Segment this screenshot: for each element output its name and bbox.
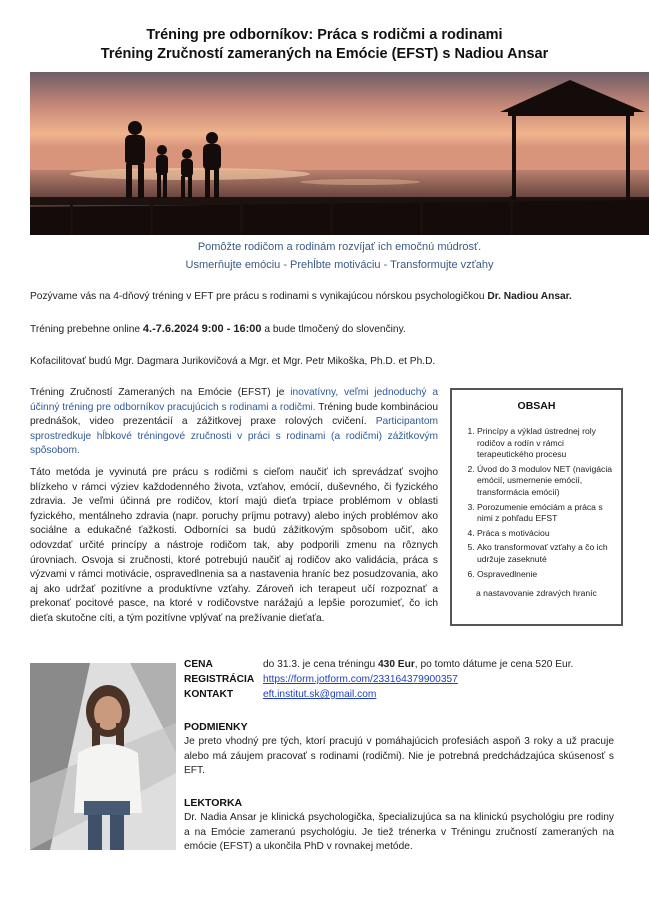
contents-item: 5. Ako transformovať vzťahy a čo ich udržuje zaseknuté	[477, 542, 613, 565]
conditions-text: Je preto vhodný pre tých, ktorí pracujú v pomáhajúcich profesiách aspoň 3 roky a už pracuje alebo má záujem pracovať s rodinami (rodičmi). Nie je potrebná predchádzajúca skúsenosť s EFT.	[184, 736, 614, 776]
contents-item: 6. Ospravedlnenie	[477, 569, 613, 581]
tagline-line-1: Pomôžte rodičom a rodinám rozvíjať ich emočnú múdrosť.	[197, 241, 482, 253]
tagline-line-2: Usmerňujte emóciu - Prehĺbte motiváciu - Transformujte vzťahy	[185, 259, 494, 271]
hero-image	[30, 72, 649, 235]
description-paragraph-1: Tréning Zručností Zameraných na Emócie (EFST) je inovatívny, veľmi jednoduchý a účinný tréning pre odborníkov pracujúcich s rodinami a rodičmi. Tréning bude kombináciou prednášok, video prezentácií a zážitkovej praxe rolových cvičení. Participantom sprostredkuje hĺbkové tréningové zručnosti v práci s rodinami (a rodičmi) zážitkovým spôsobom.	[30, 387, 438, 457]
page-title: Tréning pre odborníkov: Práca s rodičmi a rodinami	[146, 27, 503, 43]
lecturer-photo	[30, 663, 176, 850]
contact-label: KONTAKT	[184, 689, 234, 700]
registration-link[interactable]: https://form.jotform.com/233164379900357	[263, 674, 458, 685]
contents-item: 3. Porozumenie emóciám a práca s nimi z pohľadu EFST	[477, 502, 613, 525]
lecturer-text: Dr. Nadia Ansar je klinická psychologička, špecializujúca sa na klinickú psychológiu pre rodiny a na Emócie zameranú psychológiu. Je tiež trénerka v Tréningu zručností zameraných na emócie (EFST) a ukončila PhD v rovnakej metóde.	[184, 812, 614, 852]
price-label: CENA	[184, 659, 213, 670]
registration-label: REGISTRÁCIA	[184, 674, 255, 685]
contact-email-link[interactable]: eft.institut.sk@gmail.com	[263, 689, 377, 700]
contents-item: 4. Práca s motiváciou	[477, 528, 613, 540]
invite-line: Pozývame vás na 4-dňový tréning v EFT pre prácu s rodinami s vynikajúcou nórskou psychologičkou Dr. Nadiou Ansar.	[30, 291, 572, 302]
lecturer-heading: LEKTORKA	[184, 797, 243, 809]
page-subtitle: Tréning Zručností zameraných na Emócie (EFST) s Nadiou Ansar	[100, 46, 549, 62]
contents-box	[450, 388, 623, 626]
online-line: Tréning prebehne online 4.-7.6.2024 9:00 - 16:00 a bude tlmočený do slovenčiny.	[30, 323, 406, 335]
contents-item-continuation: a nastavovanie zdravých hraníc	[476, 588, 597, 598]
contents-title: OBSAH	[517, 400, 556, 412]
description-paragraph-2: Táto metóda je vyvinutá pre prácu s rodičmi s cieľom naučiť ich sprevádzať svojho blízkeho v rámci výziev každodenného života, vzťahov, emócií, duševného, či fyzického zdravia. Je veľmi účinná pre rodičov, ktorí majú dieťa trpiace problémom v oblasti fyzického, mentálneho zdravia (napr. poruchy príjmu potravy) alebo iných problémov ako sociálne a edukačné ťažkosti. Odborníci sa budú zážitkovým spôsobom učiť, ako odovzdať určité princípy a nástroje rodičom tak, aby podporili zmenu na rôznych úrovniach. Osvoja si zručnosti, ktoré potrebujú naučiť aj rodičov ako validácia, práca s výzvami v rámci motivácie, ospravedlnenia sa a nastavenia hraníc bez posudzovania, ako aj ako udržať pozitívne a produktívne vzťahy. Zároveň ich terapeut učí rozpoznať a prekonať pocitové pasce, na ktoré v rodičovstve narážajú a lepšie porozumieť, čo ich dieťa skutočne cíti, a tým pozitívne vplývať na prežívanie dieťaťa.	[30, 467, 438, 624]
cofacilitators-line: Kofacilitovať budú Mgr. Dagmara Jurikovičová a Mgr. et Mgr. Petr Mikoška, Ph.D. et Ph.D.	[30, 356, 436, 367]
contents-item: 2. Úvod do 3 modulov NET (navigácia emócií, usmernenie emócií, transformácia emócií)	[477, 464, 613, 499]
price-value: do 31.3. je cena tréningu 430 Eur, po tomto dátume je cena 520 Eur.	[263, 659, 574, 670]
conditions-heading: PODMIENKY	[184, 721, 248, 733]
lecturer-name: Dr. Nadiou Ansar.	[487, 291, 572, 302]
contents-item: 1. Princípy a výklad ústrednej roly rodičov a rodín v rámci terapeutického procesu	[477, 426, 613, 461]
training-date: 4.-7.6.2024 9:00 - 16:00	[142, 323, 262, 335]
